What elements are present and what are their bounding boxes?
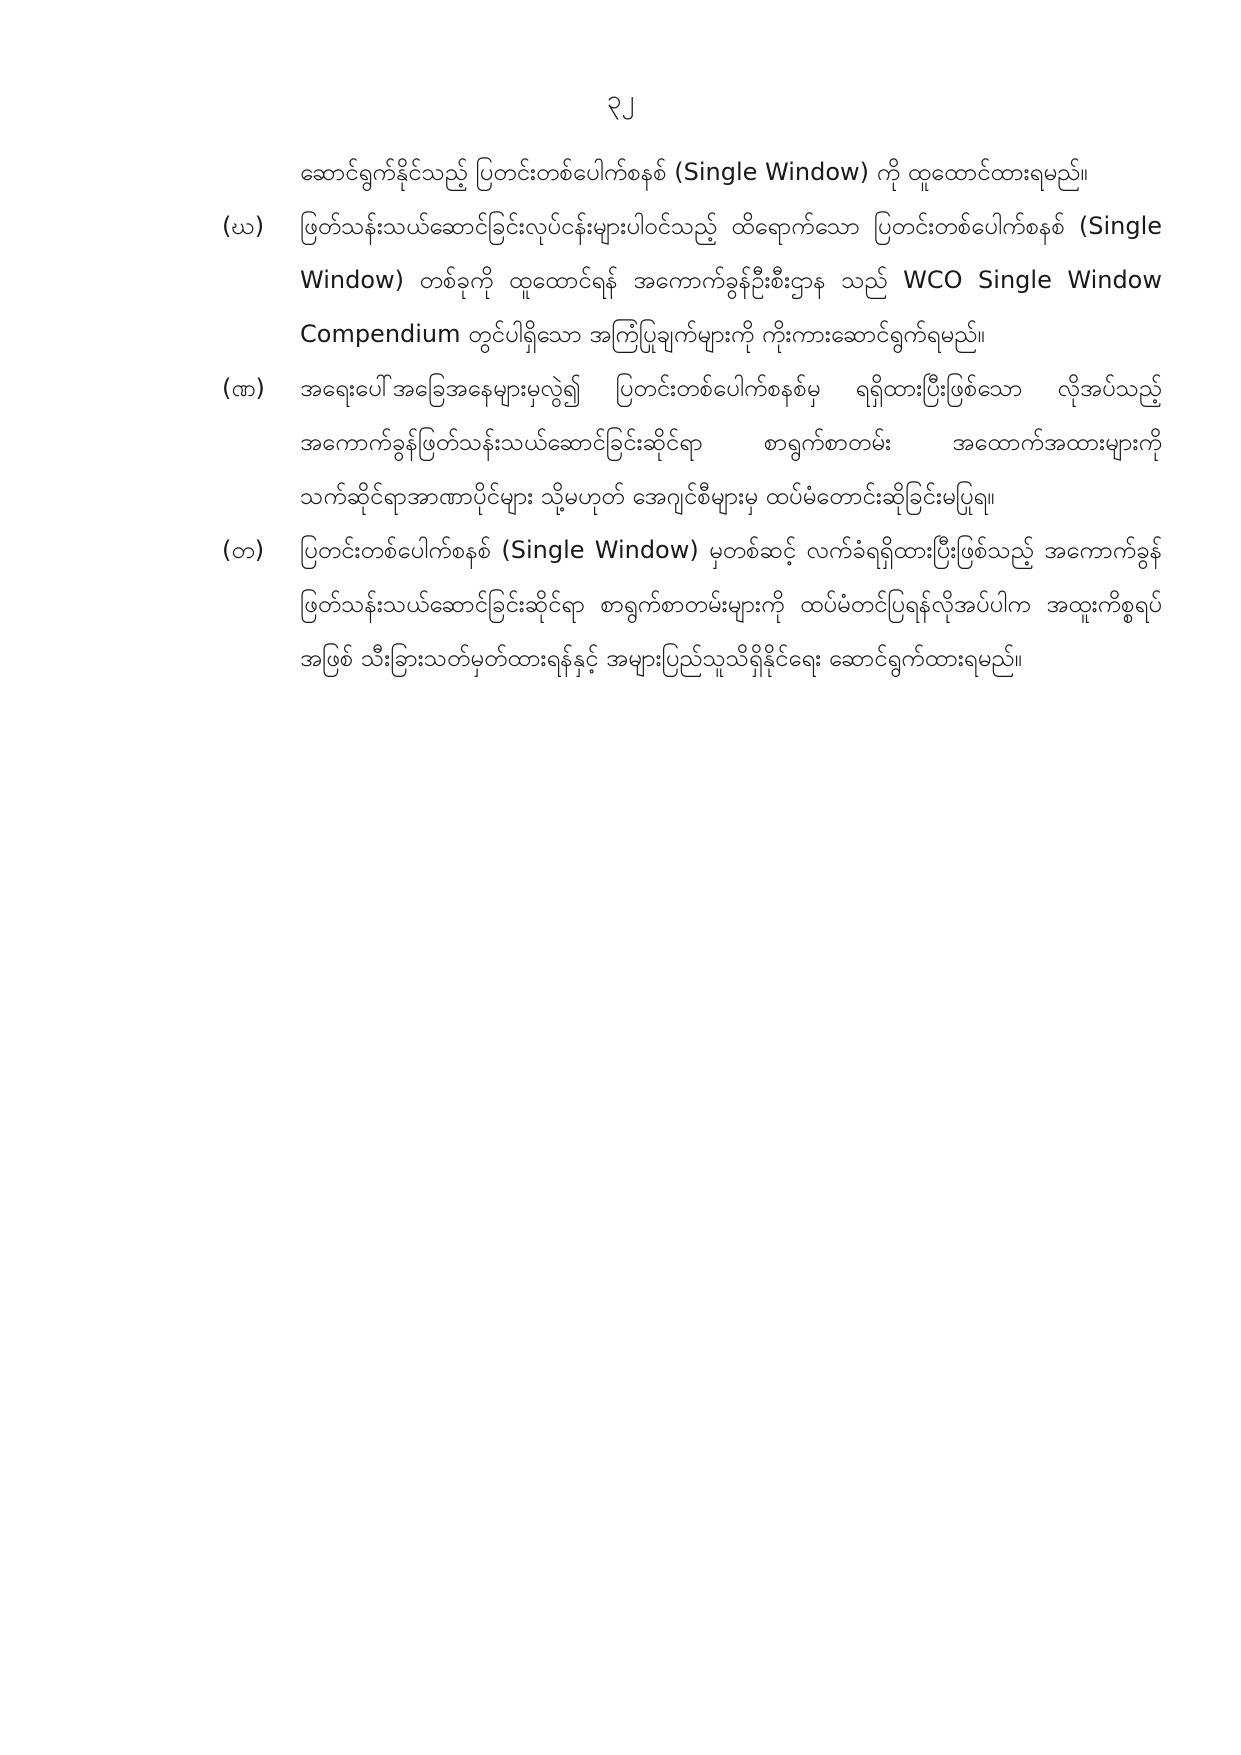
list-item bbox=[222, 199, 1162, 361]
page-number: ၃၂ bbox=[606, 85, 635, 115]
paragraph-text: ဆောင်ရွက်နိုင်သည့် ပြတင်းတစ်ပေါက်စနစ် (Single Window) ကို ထူထောင်ထားရမည်။ bbox=[300, 158, 1088, 186]
item-text: ဖြတ်သန်းသယ်ဆောင်ခြင်းလုပ်ငန်းများပါဝင်သည့် ထိရောက်သော ပြတင်းတစ်ပေါက်စနစ် (Single Window) တစ်ခုကို ထူထောင်ရန် အကောက်ခွန်ဦးစီးဌာန သည် WCO Single Window Compendium တွင်ပါရှိသော အကြံပြုချက်များကို ကိုးကားဆောင်ရွက်ရမည်။ bbox=[300, 212, 1162, 348]
continuation-paragraph bbox=[222, 145, 1162, 199]
list-item bbox=[222, 361, 1162, 523]
item-marker: (ဏ) bbox=[222, 374, 265, 402]
item-marker: (တ) bbox=[222, 536, 265, 564]
list-item bbox=[222, 523, 1162, 685]
item-text: ပြတင်းတစ်ပေါက်စနစ် (Single Window) မှတစ်ဆင့် လက်ခံရရှိထားပြီးဖြစ်သည့် အကောက်ခွန်ဖြတ်သန်းသယ်ဆောင်ခြင်းဆိုင်ရာ စာရွက်စာတမ်းများကို ထပ်မံတင်ပြရန်လိုအပ်ပါက အထူးကိစ္စရပ်အဖြစ် သီးခြားသတ်မှတ်ထားရန်နှင့် အများပြည်သူသိရှိနိုင်ရေး ဆောင်ရွက်ထားရမည်။ bbox=[300, 536, 1162, 672]
item-marker: (ဃ) bbox=[222, 212, 265, 240]
item-text: အရေးပေါ်အခြေအနေများမှလွဲ၍ ပြတင်းတစ်ပေါက်စနစ်မှ ရရှိထားပြီးဖြစ်သော လိုအပ်သည့် အကောက်ခွန်ဖြတ်သန်းသယ်ဆောင်ခြင်းဆိုင်ရာ စာရွက်စာတမ်း အထောက်အထားများကို သက်ဆိုင်ရာအာဏာပိုင်များ သို့မဟုတ် အေဂျင်စီများမှ ထပ်မံတောင်းဆိုခြင်းမပြုရ။ bbox=[300, 374, 1162, 510]
document-body bbox=[222, 145, 1162, 685]
